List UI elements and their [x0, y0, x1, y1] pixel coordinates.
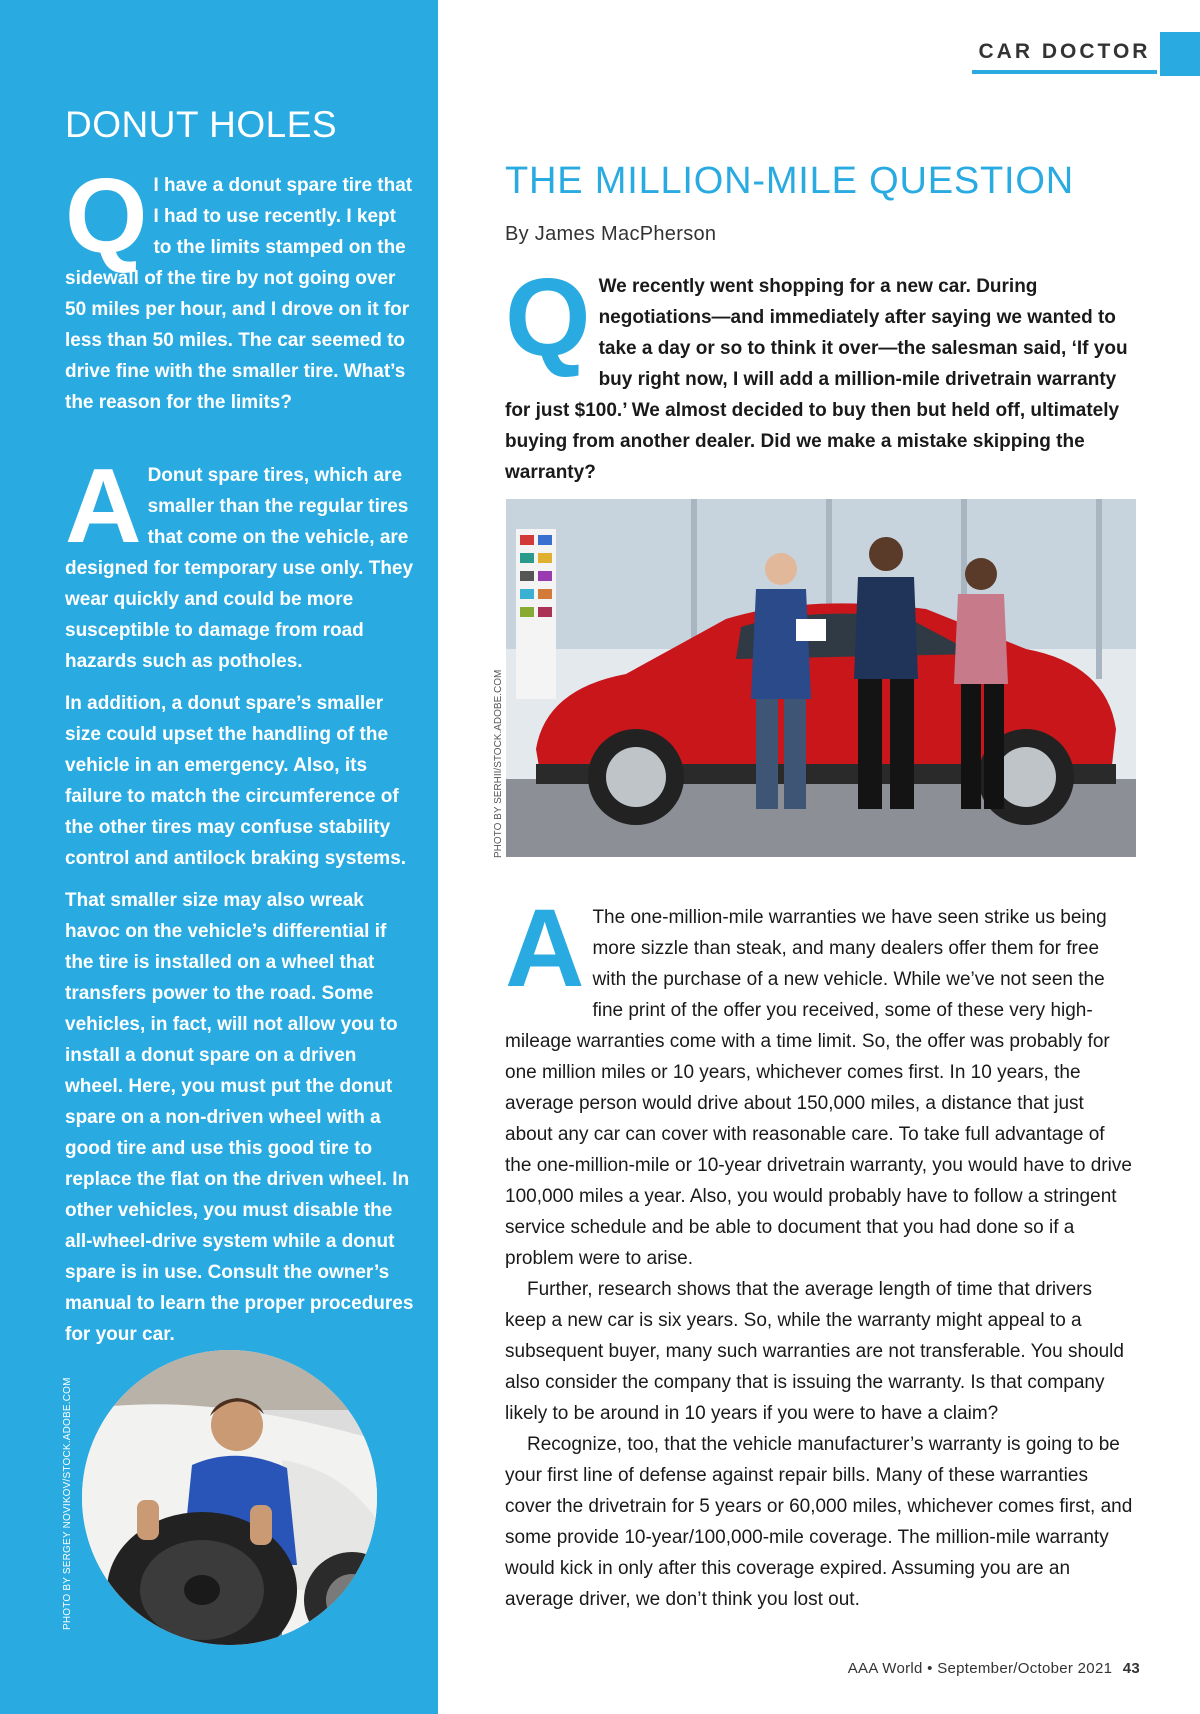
article-answer-text-1: The one-million-mile warranties we have seen strike us being more sizzle than steak, and many dealers offer them for free with the purchase of a new vehicle. While we’ve not seen the fine print of the offer you received, some of these very high-mileage warranties come with a time limit. So, the offer was probably for one million miles or 10 years, whichever comes first. In 10 years, the average person would drive about 150,000 miles, a distance that just about any car can cover with reasonable care. To take full advantage of the one-million-mile or 10-year drivetrain warranty, you would have to drive 100,000 miles a year. Also, you would probably have to follow a stringent service schedule and be able to document that you had done so if a problem were to arise. — [505, 907, 1132, 1269]
sidebar-answer-text-1: Donut spare tires, which are smaller than the regular tires that come on the vehicle, are designed for temporary use only. They wear quickly and could be more susceptible to damage from road hazards such as potholes. — [65, 465, 414, 672]
sidebar-a-dropcap: A — [65, 447, 142, 565]
page-number: 43 — [1122, 1660, 1140, 1677]
sidebar-question — [65, 157, 415, 418]
sidebar-answer-paragraph: That smaller size may also wreak havoc on the vehicle’s differential if the tire is installed on a wheel that transfers power to the road. Some vehicles, in fact, will not allow you to install a donut spare on a driven wheel. Here, you must put the donut spare on a non-driven wheel with a good tire and use this good tire to replace the flat on the driven wheel. In other vehicles, you must disable the all-wheel-drive system while a donut spare is in use. Consult the owner’s manual to learn the proper procedures for your car. — [65, 890, 414, 1345]
dealership-illustration — [506, 499, 1136, 857]
article-answer — [505, 887, 1135, 1615]
article-a-dropcap: A — [505, 887, 585, 1010]
article-answer-paragraph — [505, 887, 1135, 1274]
sidebar-question-text: I have a donut spare tire that I had to use recently. I kept to the limits stamped on the sidewall of the tire by not going over 50 miles per hour, and I drove on it for less than 50 miles. The car seemed to drive fine with the smaller tire. What’s the reason for the limits? — [65, 175, 413, 413]
footer-publication: AAA World • September/October 2021 — [847, 1660, 1113, 1677]
article-q-dropcap: Q — [505, 256, 591, 379]
sidebar-photo-credit: PHOTO BY SERGEY NOVIKOV/STOCK.ADOBE.COM — [62, 1377, 73, 1630]
article-answer-paragraph: Further, research shows that the average length of time that drivers keep a new car is six years. So, while the warranty might appeal to a subsequent buyer, many such warranties are not transferable. You should also consider the company that is issuing the warranty. Is that company likely to be around in 10 years if you were to have a claim? — [505, 1279, 1124, 1424]
sidebar-answer-paragraph: In addition, a donut spare’s smaller size could upset the handling of the vehicle in an emergency. Also, its failure to match the circumference of the other tires may confuse stability control and antilock braking systems. — [65, 693, 407, 869]
sidebar-answer — [65, 447, 415, 1361]
article-question — [505, 256, 1135, 488]
sidebar-title: DONUT HOLES — [65, 104, 338, 145]
article-title: THE MILLION-MILE QUESTION — [505, 160, 1074, 202]
sidebar-panel — [0, 0, 438, 1714]
section-underline — [972, 70, 1157, 74]
boy-with-tire-photo — [82, 1350, 377, 1645]
article-byline: By James MacPherson — [505, 223, 717, 245]
article-answer-paragraph: Recognize, too, that the vehicle manufacturer’s warranty is going to be your first line of defense against repair bills. Many of these warranties cover the drivetrain for 5 years or 60,000 miles, whichever comes first, and some provide 10-year/100,000-mile coverage. The million-mile warranty would kick in only after this coverage expired. Assuming you are an average driver, we don’t think you lost out. — [505, 1434, 1133, 1610]
car-dealership-photo — [506, 499, 1136, 857]
sidebar-q-dropcap: Q — [65, 157, 148, 275]
section-accent-block — [1160, 32, 1200, 76]
page-footer — [848, 1660, 1140, 1677]
section-label: CAR DOCTOR — [978, 40, 1151, 63]
boy-with-tire-illustration — [82, 1350, 377, 1645]
article-question-text: We recently went shopping for a new car. During negotiations—and immediately after saying we wanted to take a day or so to think it over—the salesman said, ‘If you buy right now, I will add a million-mile drivetrain warranty for just $100.’ We almost decided to buy then but held off, ultimately buying from another dealer. Did we make a mistake skipping the warranty? — [505, 276, 1128, 483]
sidebar-answer-paragraph — [65, 447, 415, 677]
article-photo-credit: PHOTO BY SERHII/STOCK.ADOBE.COM — [493, 669, 504, 858]
